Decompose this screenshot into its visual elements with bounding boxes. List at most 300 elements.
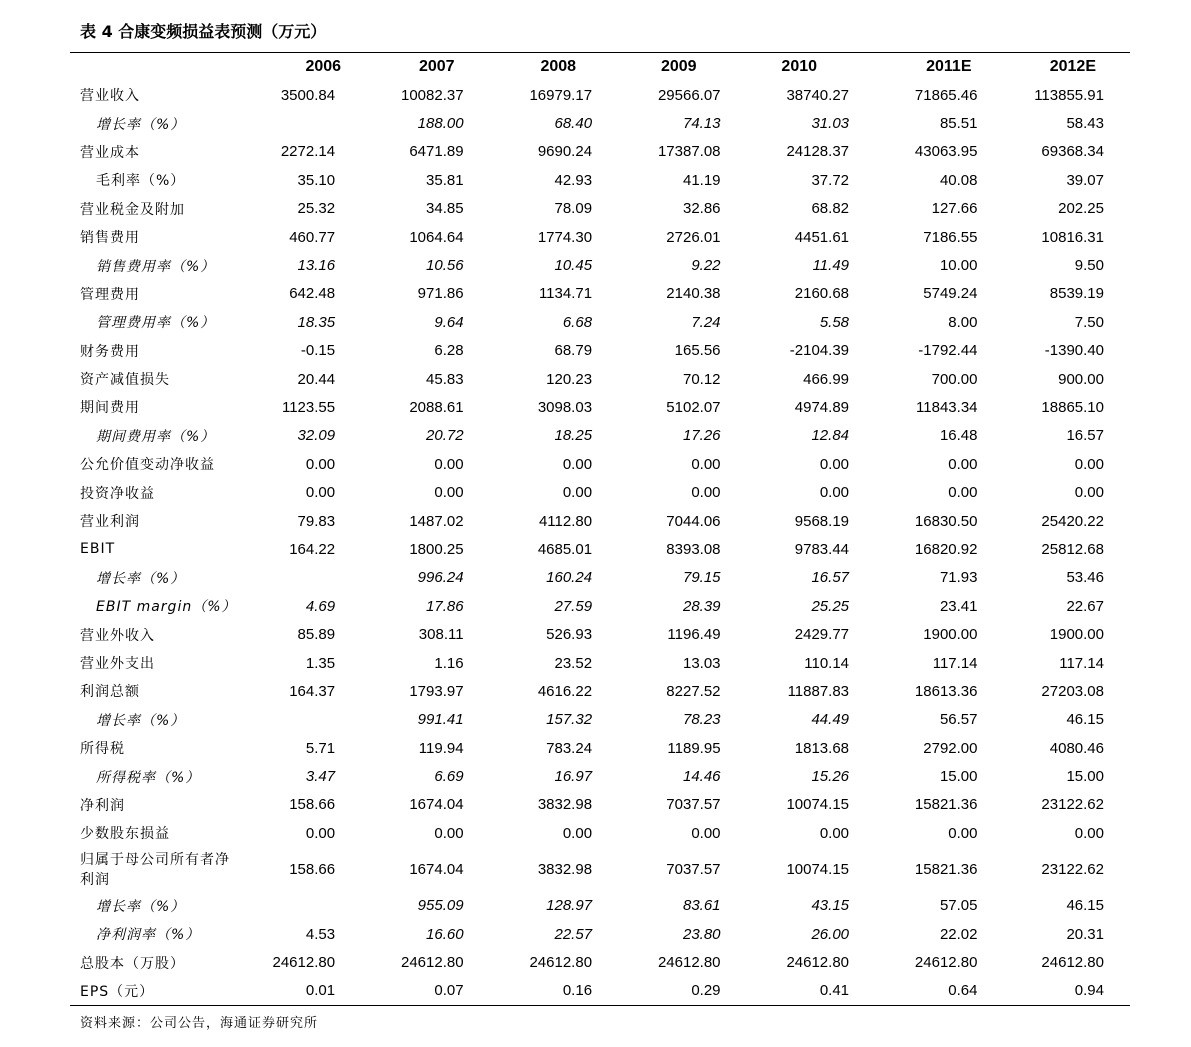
table-row bbox=[70, 819, 1130, 847]
value-cell: 24612.80 bbox=[272, 954, 336, 972]
value-cell: 955.09 bbox=[417, 897, 464, 915]
value-cell: 79.15 bbox=[682, 569, 721, 587]
value-cell: 4.69 bbox=[305, 597, 336, 615]
value-cell: 7.50 bbox=[1074, 313, 1104, 331]
value-cell: 85.51 bbox=[939, 115, 978, 133]
value-cell: 4974.89 bbox=[794, 398, 850, 416]
value-cell: 18865.10 bbox=[1041, 398, 1104, 416]
value-cell: 2160.68 bbox=[794, 285, 850, 303]
value-cell: 43.15 bbox=[811, 897, 850, 915]
value-cell: 120.23 bbox=[546, 370, 593, 388]
value-cell: 23.41 bbox=[939, 597, 978, 615]
value-cell: 2272.14 bbox=[280, 143, 336, 161]
table-row bbox=[70, 892, 1130, 920]
value-cell: 9.50 bbox=[1074, 257, 1104, 275]
value-cell: 202.25 bbox=[1058, 200, 1104, 218]
value-cell: 11887.83 bbox=[787, 682, 850, 700]
row-label: 营业外支出 bbox=[80, 656, 155, 672]
value-cell: 642.48 bbox=[289, 285, 336, 303]
table-row bbox=[70, 478, 1130, 506]
value-cell: 27.59 bbox=[554, 597, 593, 615]
value-cell: 26.00 bbox=[811, 925, 850, 943]
value-cell: 38740.27 bbox=[786, 86, 850, 104]
table-row bbox=[70, 564, 1130, 592]
value-cell: 165.56 bbox=[674, 342, 721, 360]
value-cell: 0.00 bbox=[434, 455, 464, 473]
table-row bbox=[70, 251, 1130, 279]
value-cell: 0.00 bbox=[691, 484, 721, 502]
value-cell: 22.57 bbox=[554, 925, 593, 943]
value-cell: 41.19 bbox=[682, 171, 721, 189]
value-cell: 526.93 bbox=[546, 626, 593, 644]
table-row bbox=[70, 706, 1130, 734]
value-cell: 40.08 bbox=[939, 171, 978, 189]
value-cell: 8.00 bbox=[948, 313, 978, 331]
value-cell: 20.31 bbox=[1066, 925, 1104, 943]
value-cell: 158.66 bbox=[289, 796, 336, 814]
value-cell: 1064.64 bbox=[409, 228, 464, 246]
table-row bbox=[70, 308, 1130, 336]
value-cell: 29566.07 bbox=[657, 86, 721, 104]
table-row bbox=[70, 195, 1130, 223]
value-cell: 0.00 bbox=[819, 484, 850, 502]
row-label: 所得税 bbox=[80, 741, 125, 758]
header-row bbox=[70, 53, 1130, 81]
row-label: 增长率（%） bbox=[96, 570, 186, 587]
value-cell: 15.00 bbox=[939, 768, 978, 786]
value-cell: 24128.37 bbox=[786, 143, 850, 161]
value-cell: 157.32 bbox=[546, 711, 593, 729]
value-cell: 1123.55 bbox=[281, 398, 336, 416]
value-cell: 0.00 bbox=[562, 455, 593, 473]
document bbox=[70, 12, 1130, 1031]
value-cell: 18.35 bbox=[297, 313, 336, 331]
value-cell: 5.71 bbox=[305, 739, 336, 757]
value-cell: 23122.62 bbox=[1041, 861, 1104, 879]
value-cell: 25420.22 bbox=[1041, 512, 1104, 530]
value-cell: 74.13 bbox=[682, 115, 721, 133]
value-cell: 1134.71 bbox=[538, 285, 593, 303]
value-cell: 79.83 bbox=[297, 512, 336, 530]
value-cell: 971.86 bbox=[417, 285, 464, 303]
row-label: 期间费用 bbox=[80, 400, 140, 417]
value-cell: 466.99 bbox=[803, 370, 850, 388]
value-cell: 9.64 bbox=[434, 313, 464, 331]
value-cell: 127.66 bbox=[931, 200, 978, 218]
value-cell: 6.69 bbox=[434, 768, 464, 786]
value-cell bbox=[231, 892, 359, 920]
table-row bbox=[70, 109, 1130, 137]
value-cell: 15821.36 bbox=[914, 861, 978, 879]
row-label: 营业收入 bbox=[80, 88, 140, 105]
value-cell: 0.64 bbox=[873, 977, 1001, 1006]
value-cell: 1800.25 bbox=[409, 540, 464, 558]
column-header: 2006 bbox=[305, 58, 342, 75]
value-cell: 44.49 bbox=[811, 711, 850, 729]
value-cell: 78.23 bbox=[682, 711, 721, 729]
value-cell: 0.00 bbox=[819, 824, 850, 842]
value-cell: 15.00 bbox=[1066, 768, 1104, 786]
value-cell: 10074.15 bbox=[786, 861, 850, 879]
value-cell: 188.00 bbox=[417, 115, 464, 133]
value-cell: 0.94 bbox=[1002, 977, 1131, 1006]
value-cell: 158.66 bbox=[289, 861, 336, 879]
value-cell: 0.00 bbox=[434, 824, 464, 842]
value-cell: 0.00 bbox=[1074, 455, 1104, 473]
value-cell: 991.41 bbox=[417, 711, 464, 729]
value-cell: 37.72 bbox=[811, 171, 850, 189]
value-cell: 46.15 bbox=[1066, 711, 1104, 729]
value-cell: 5749.24 bbox=[923, 285, 978, 303]
table-row bbox=[70, 762, 1130, 790]
table-row bbox=[70, 848, 1130, 892]
row-label: 所得税率（%） bbox=[96, 769, 201, 786]
value-cell: 11.49 bbox=[812, 257, 850, 275]
table-row bbox=[70, 393, 1130, 421]
value-cell: 7037.57 bbox=[666, 861, 721, 879]
value-cell: 17.26 bbox=[682, 427, 721, 445]
value-cell: 17387.08 bbox=[657, 143, 721, 161]
source-note: 资料来源：公司公告，海通证券研究所 bbox=[80, 1016, 319, 1032]
column-header: 2011E bbox=[926, 58, 972, 75]
table-body bbox=[70, 81, 1130, 1006]
value-cell: 0.00 bbox=[819, 455, 850, 473]
value-cell: 308.11 bbox=[418, 626, 464, 644]
value-cell: 1900.00 bbox=[923, 626, 978, 644]
value-cell: 35.81 bbox=[426, 171, 464, 189]
value-cell: 3832.98 bbox=[537, 861, 593, 879]
value-cell: 0.07 bbox=[359, 977, 487, 1006]
value-cell: 34.85 bbox=[426, 200, 464, 218]
value-cell: -2104.39 bbox=[789, 342, 850, 360]
value-cell: 35.10 bbox=[297, 171, 336, 189]
value-cell: 783.24 bbox=[546, 739, 593, 757]
table-row bbox=[70, 450, 1130, 478]
value-cell: 68.40 bbox=[554, 115, 593, 133]
value-cell: -1390.40 bbox=[1044, 342, 1104, 360]
value-cell: 18613.36 bbox=[914, 682, 978, 700]
value-cell: 1793.97 bbox=[409, 682, 464, 700]
value-cell: 8393.08 bbox=[666, 540, 721, 558]
value-cell: 10.00 bbox=[939, 257, 978, 275]
value-cell: 85.89 bbox=[297, 626, 336, 644]
value-cell: 113855.91 bbox=[1034, 86, 1104, 104]
row-label: EBIT margin（%） bbox=[96, 599, 237, 616]
value-cell: 10.45 bbox=[554, 257, 593, 275]
value-cell: 7.24 bbox=[691, 313, 721, 331]
value-cell: 3832.98 bbox=[537, 796, 593, 814]
value-cell: 1189.95 bbox=[667, 739, 721, 757]
value-cell: 16.48 bbox=[939, 427, 978, 445]
value-cell: 15.26 bbox=[811, 768, 850, 786]
column-header: 2009 bbox=[660, 58, 697, 75]
table-row bbox=[70, 592, 1130, 620]
value-cell: -1792.44 bbox=[918, 342, 978, 360]
value-cell: 9568.19 bbox=[794, 512, 850, 530]
table-row bbox=[70, 166, 1130, 194]
value-cell: 2726.01 bbox=[666, 228, 721, 246]
value-cell: 0.16 bbox=[488, 977, 616, 1006]
value-cell: 4080.46 bbox=[1049, 739, 1104, 757]
table-row bbox=[70, 280, 1130, 308]
table-row bbox=[70, 507, 1130, 535]
value-cell: 0.01 bbox=[231, 977, 359, 1006]
value-cell: 23122.62 bbox=[1041, 796, 1104, 814]
value-cell: 10816.31 bbox=[1041, 228, 1104, 246]
row-label: 增长率（%） bbox=[96, 712, 186, 729]
table-row bbox=[70, 649, 1130, 677]
value-cell: 7044.06 bbox=[666, 512, 721, 530]
value-cell: 68.79 bbox=[554, 342, 593, 360]
row-label: 归属于母公司所有者净利润 bbox=[80, 851, 230, 888]
value-cell: 4451.61 bbox=[794, 228, 850, 246]
column-header: 2007 bbox=[418, 58, 455, 75]
value-cell: 24612.80 bbox=[914, 954, 978, 972]
value-cell: 58.43 bbox=[1066, 115, 1104, 133]
table-row bbox=[70, 365, 1130, 393]
column-header: 2012E bbox=[1049, 58, 1096, 75]
row-label: 营业利润 bbox=[80, 514, 140, 531]
value-cell: 16.97 bbox=[554, 768, 593, 786]
value-cell: 9783.44 bbox=[794, 540, 850, 558]
value-cell: 160.24 bbox=[546, 569, 593, 587]
value-cell: 6471.89 bbox=[409, 143, 464, 161]
value-cell: 0.00 bbox=[948, 455, 978, 473]
row-label: EPS（元） bbox=[70, 977, 231, 1006]
value-cell: 15821.36 bbox=[914, 796, 978, 814]
table-row bbox=[70, 81, 1130, 109]
value-cell: 7037.57 bbox=[666, 796, 721, 814]
value-cell: 9690.24 bbox=[537, 143, 593, 161]
value-cell: 4685.01 bbox=[537, 540, 593, 558]
value-cell: 11843.34 bbox=[916, 398, 978, 416]
table-row bbox=[70, 620, 1130, 648]
value-cell: 0.00 bbox=[434, 484, 464, 502]
value-cell: 2429.77 bbox=[794, 626, 850, 644]
value-cell: 16.57 bbox=[811, 569, 850, 587]
value-cell: 46.15 bbox=[1066, 897, 1104, 915]
table-row bbox=[70, 977, 1130, 1006]
value-cell: 4112.80 bbox=[538, 512, 593, 530]
value-cell: 900.00 bbox=[1058, 370, 1104, 388]
table-row bbox=[70, 138, 1130, 166]
value-cell: 32.09 bbox=[297, 427, 336, 445]
value-cell: 39.07 bbox=[1066, 171, 1104, 189]
row-label: 销售费用 bbox=[80, 230, 140, 247]
row-label: 期间费用率（%） bbox=[96, 428, 216, 445]
value-cell: 22.02 bbox=[939, 925, 978, 943]
value-cell: 78.09 bbox=[554, 200, 593, 218]
value-cell: 23.52 bbox=[554, 654, 593, 672]
value-cell: 20.72 bbox=[426, 427, 464, 445]
value-cell: 20.44 bbox=[297, 370, 336, 388]
value-cell: 700.00 bbox=[931, 370, 978, 388]
value-cell: 16.57 bbox=[1066, 427, 1104, 445]
value-cell: 0.00 bbox=[948, 484, 978, 502]
row-label: 净利润率（%） bbox=[96, 927, 201, 944]
value-cell: 1813.68 bbox=[794, 739, 850, 757]
value-cell: 4.53 bbox=[305, 925, 336, 943]
value-cell: 18.25 bbox=[554, 427, 593, 445]
column-header: 2008 bbox=[540, 58, 577, 75]
value-cell: 10074.15 bbox=[786, 796, 850, 814]
row-label: 净利润 bbox=[80, 797, 125, 814]
value-cell: 117.14 bbox=[1059, 654, 1104, 672]
value-cell: 0.00 bbox=[948, 824, 978, 842]
value-cell: 1774.30 bbox=[537, 228, 593, 246]
table-row bbox=[70, 337, 1130, 365]
value-cell: 3098.03 bbox=[537, 398, 593, 416]
row-label: EBIT bbox=[80, 541, 116, 558]
table-row bbox=[70, 948, 1130, 976]
value-cell: 14.46 bbox=[682, 768, 721, 786]
value-cell: 24612.80 bbox=[1041, 954, 1104, 972]
value-cell: 13.16 bbox=[297, 257, 336, 275]
row-label: 营业税金及附加 bbox=[80, 201, 185, 218]
row-label: 财务费用 bbox=[80, 343, 140, 360]
value-cell: 996.24 bbox=[417, 569, 464, 587]
value-cell bbox=[231, 706, 359, 734]
row-label: 营业成本 bbox=[80, 144, 140, 161]
value-cell: 28.39 bbox=[682, 597, 721, 615]
value-cell: -0.15 bbox=[300, 342, 336, 360]
value-cell: 0.29 bbox=[616, 977, 744, 1006]
value-cell: 1487.02 bbox=[409, 512, 464, 530]
value-cell: 24612.80 bbox=[786, 954, 850, 972]
value-cell: 6.28 bbox=[434, 342, 464, 360]
value-cell: 0.00 bbox=[562, 484, 593, 502]
value-cell: 0.00 bbox=[1074, 484, 1104, 502]
value-cell: 45.83 bbox=[426, 370, 464, 388]
value-cell: 460.77 bbox=[289, 228, 336, 246]
value-cell: 12.84 bbox=[811, 427, 850, 445]
value-cell: 16.60 bbox=[426, 925, 464, 943]
value-cell: 22.67 bbox=[1066, 597, 1104, 615]
table-row bbox=[70, 422, 1130, 450]
row-label: 增长率（%） bbox=[96, 898, 186, 915]
value-cell: 10082.37 bbox=[400, 86, 464, 104]
value-cell: 8227.52 bbox=[666, 682, 721, 700]
value-cell: 16830.50 bbox=[914, 512, 978, 530]
row-label: 公允价值变动净收益 bbox=[80, 457, 215, 474]
value-cell bbox=[231, 564, 359, 592]
value-cell: 5.58 bbox=[819, 313, 850, 331]
value-cell: 4616.22 bbox=[537, 682, 593, 700]
value-cell: 5102.07 bbox=[666, 398, 721, 416]
value-cell: 1196.49 bbox=[667, 626, 721, 644]
value-cell: 32.86 bbox=[682, 200, 721, 218]
value-cell: 128.97 bbox=[546, 897, 593, 915]
value-cell: 0.00 bbox=[691, 824, 721, 842]
table-title: 表 4 合康变频损益表预测（万元） bbox=[70, 12, 1130, 53]
value-cell: 43063.95 bbox=[914, 143, 978, 161]
value-cell: 3500.84 bbox=[280, 86, 336, 104]
value-cell bbox=[231, 109, 359, 137]
value-cell: 1674.04 bbox=[409, 796, 464, 814]
value-cell: 83.61 bbox=[682, 897, 721, 915]
row-label: 管理费用率（%） bbox=[96, 315, 216, 332]
value-cell: 71865.46 bbox=[914, 86, 978, 104]
value-cell: 25812.68 bbox=[1041, 540, 1104, 558]
value-cell: 0.00 bbox=[691, 455, 721, 473]
row-label: 少数股东损益 bbox=[80, 826, 170, 843]
value-cell: 24612.80 bbox=[657, 954, 721, 972]
value-cell: 8539.19 bbox=[1049, 285, 1104, 303]
value-cell: 27203.08 bbox=[1041, 682, 1104, 700]
value-cell: 56.57 bbox=[939, 711, 978, 729]
row-label: 投资净收益 bbox=[80, 485, 155, 502]
value-cell: 2140.38 bbox=[666, 285, 721, 303]
column-header: 2010 bbox=[781, 58, 818, 75]
row-label: 资产减值损失 bbox=[80, 372, 170, 389]
row-label: 管理费用 bbox=[80, 286, 140, 303]
value-cell: 53.46 bbox=[1066, 569, 1104, 587]
row-label: 营业外收入 bbox=[80, 627, 155, 644]
value-cell: 69368.34 bbox=[1041, 143, 1104, 161]
value-cell: 1.16 bbox=[434, 654, 464, 672]
value-cell: 71.93 bbox=[939, 569, 978, 587]
value-cell: 0.00 bbox=[562, 824, 593, 842]
value-cell: 70.12 bbox=[682, 370, 721, 388]
value-cell: 0.00 bbox=[305, 455, 336, 473]
table-row bbox=[70, 734, 1130, 762]
value-cell: 25.32 bbox=[297, 200, 336, 218]
value-cell: 6.68 bbox=[562, 313, 593, 331]
value-cell: 0.00 bbox=[1074, 824, 1104, 842]
value-cell: 17.86 bbox=[426, 597, 464, 615]
value-cell: 3.47 bbox=[305, 768, 336, 786]
value-cell: 10.56 bbox=[426, 257, 464, 275]
value-cell: 119.94 bbox=[418, 739, 464, 757]
row-label: 毛利率（%） bbox=[96, 173, 186, 190]
value-cell: 9.22 bbox=[691, 257, 721, 275]
value-cell: 57.05 bbox=[939, 897, 978, 915]
value-cell: 1674.04 bbox=[409, 861, 464, 879]
value-cell: 31.03 bbox=[811, 115, 850, 133]
value-cell: 2792.00 bbox=[923, 739, 978, 757]
income-statement-table bbox=[70, 53, 1130, 1006]
value-cell: 164.37 bbox=[289, 682, 336, 700]
value-cell: 13.03 bbox=[682, 654, 721, 672]
row-label: 销售费用率（%） bbox=[96, 258, 216, 275]
value-cell: 24612.80 bbox=[400, 954, 464, 972]
value-cell: 25.25 bbox=[811, 597, 850, 615]
value-cell: 0.41 bbox=[745, 977, 873, 1006]
value-cell: 16820.92 bbox=[914, 540, 978, 558]
value-cell: 0.00 bbox=[305, 484, 336, 502]
row-label: 利润总额 bbox=[80, 684, 140, 701]
value-cell: 117.14 bbox=[932, 654, 978, 672]
value-cell: 110.14 bbox=[804, 654, 850, 672]
value-cell: 42.93 bbox=[554, 171, 593, 189]
table-row bbox=[70, 677, 1130, 705]
value-cell: 164.22 bbox=[289, 540, 336, 558]
value-cell: 16979.17 bbox=[529, 86, 593, 104]
header-label-cell bbox=[70, 53, 231, 81]
row-label: 增长率（%） bbox=[96, 116, 186, 133]
table-row bbox=[70, 920, 1130, 948]
table-row bbox=[70, 791, 1130, 819]
table-row bbox=[70, 535, 1130, 563]
value-cell: 0.00 bbox=[305, 824, 336, 842]
value-cell: 68.82 bbox=[811, 200, 850, 218]
value-cell: 24612.80 bbox=[529, 954, 593, 972]
value-cell: 7186.55 bbox=[923, 228, 978, 246]
value-cell: 1.35 bbox=[305, 654, 336, 672]
value-cell: 23.80 bbox=[682, 925, 721, 943]
value-cell: 2088.61 bbox=[409, 398, 464, 416]
value-cell: 1900.00 bbox=[1049, 626, 1104, 644]
